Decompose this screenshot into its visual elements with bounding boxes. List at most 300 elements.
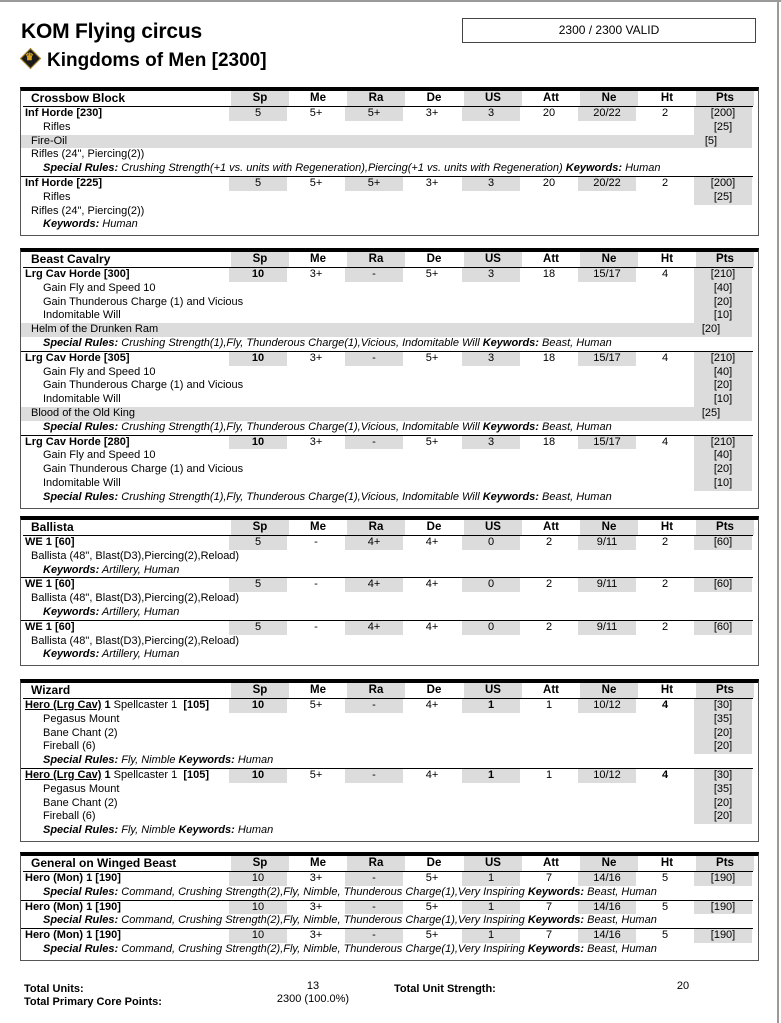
stat-sp: 10 [229, 699, 287, 713]
stat-me: 5+ [309, 107, 323, 119]
special-rules-label: Special Rules: [43, 162, 119, 175]
upgrade-label: Indomitable Will [43, 309, 121, 322]
column-header-me: Me [310, 253, 326, 265]
stat-me: 3+ [309, 929, 323, 942]
unit-extra: Spellcaster 1 [113, 768, 178, 781]
unit-points: [210] [694, 352, 752, 366]
magic-item-points: [20] [701, 323, 721, 336]
upgrade-points: [25] [694, 121, 752, 135]
special-rules-text: Fly, Nimble [118, 824, 179, 837]
stat-ht: 4 [661, 768, 669, 781]
unit-row [21, 699, 758, 713]
stat-ht: 2 [661, 107, 669, 119]
stat-de: 3+ [425, 107, 439, 119]
keywords-text: Human [622, 162, 661, 175]
stat-sp: 10 [229, 769, 287, 783]
stat-ht: 2 [661, 536, 669, 548]
rules-row [21, 218, 758, 232]
unit-cost: [105] [177, 699, 210, 711]
section-header [23, 91, 753, 107]
stat-us: 3 [462, 107, 520, 121]
crown-diamond-icon: ♛ [21, 49, 39, 67]
unit-row [21, 872, 758, 886]
unit-row [21, 107, 758, 121]
unit-row [21, 577, 753, 592]
stat-att: 7 [545, 929, 553, 942]
rules-row [21, 648, 758, 662]
stat-ne: 9/11 [578, 536, 636, 550]
upgrade-points: [20] [694, 296, 752, 310]
stat-ra: 4+ [345, 536, 403, 550]
stat-ht: 2 [661, 176, 669, 189]
column-header-ra: Ra [347, 91, 405, 106]
unit-points: [190] [694, 872, 752, 886]
unit-row [21, 900, 753, 915]
upgrade-points: [10] [694, 477, 752, 491]
unit-name: Hero (Mon) 1 [190] [25, 872, 121, 884]
upgrade-label: Rifles [43, 190, 71, 203]
upgrade-row [21, 379, 758, 393]
column-header-de: De [426, 92, 442, 104]
upgrade-label: Bane Chant (2) [43, 796, 118, 809]
upgrade-label: Indomitable Will [43, 476, 121, 489]
unit-row [21, 435, 753, 450]
unit-points: [200] [694, 107, 752, 121]
keywords-label: Keywords: [482, 490, 539, 503]
column-header-pts: Pts [696, 683, 754, 698]
upgrade-points: [25] [694, 191, 752, 205]
section-header [23, 683, 753, 699]
unit-name: Inf Horde [230] [25, 107, 103, 119]
upgrade-points: [40] [694, 366, 752, 380]
stat-me: 3+ [309, 268, 323, 280]
column-header-pts: Pts [696, 91, 754, 106]
unit-points: [60] [694, 621, 752, 635]
stat-ht: 5 [661, 929, 669, 942]
magic-item-points: [5] [704, 134, 718, 147]
unit-type-link[interactable]: Hero (Lrg Cav) [25, 699, 102, 711]
stat-ne: 14/16 [578, 901, 636, 915]
stat-ne: 15/17 [578, 268, 636, 282]
rules-row [21, 943, 758, 957]
stat-ra: 4+ [345, 621, 403, 635]
stat-de: 5+ [425, 351, 439, 364]
rules-row [21, 162, 758, 176]
total-strength-label: Total Unit Strength: [394, 983, 496, 995]
page-top-border [0, 0, 781, 2]
rules-row [21, 606, 758, 620]
keywords-label: Keywords: [482, 420, 539, 433]
page-right-border [777, 0, 779, 1023]
upgrade-points: [20] [694, 463, 752, 477]
stat-ra: - [345, 872, 403, 886]
column-header-us: US [464, 683, 522, 698]
unit-row [21, 768, 753, 783]
weapon-row: Ballista (48", Blast(D3),Piercing(2),Reload) [31, 634, 240, 647]
upgrade-label: Gain Thunderous Charge (1) and Vicious [43, 463, 244, 476]
unit-points: [30] [694, 769, 752, 783]
special-rules-label: Special Rules: [43, 914, 119, 927]
stat-us: 1 [462, 769, 520, 783]
column-header-ra: Ra [347, 520, 405, 535]
upgrade-points: [10] [694, 309, 752, 323]
stat-sp: 5 [229, 107, 287, 121]
unit-points: [60] [694, 536, 752, 550]
unit-count: 1 [101, 768, 114, 781]
column-header-de: De [426, 684, 442, 696]
stat-ra: 4+ [345, 578, 403, 592]
unit-section [20, 516, 759, 666]
stat-us: 0 [462, 578, 520, 592]
keywords-label: Keywords: [527, 942, 585, 955]
section-title: Crossbow Block [31, 91, 126, 105]
upgrade-row [21, 449, 758, 463]
column-header-us: US [464, 91, 522, 106]
special-rules-label: Special Rules: [43, 490, 119, 503]
upgrade-row [21, 740, 758, 754]
stat-ra: - [345, 929, 403, 943]
column-header-sp: Sp [231, 91, 289, 106]
stat-de: 5+ [425, 872, 439, 884]
stat-ra: 5+ [345, 177, 403, 191]
keywords-text: Human [99, 218, 138, 231]
total-strength-value: 20 [676, 980, 690, 992]
keywords-label: Keywords: [178, 824, 235, 837]
unit-section [20, 248, 759, 509]
stat-att: 18 [542, 351, 556, 364]
upgrade-row [21, 121, 758, 135]
special-rules-text: Crushing Strength(1),Fly, Thunderous Charge(1),Vicious, Indomitable Will [118, 420, 483, 433]
unit-name: WE 1 [60] [25, 536, 75, 548]
column-header-sp: Sp [231, 683, 289, 698]
upgrade-points: [20] [694, 740, 752, 754]
stat-de: 5+ [425, 268, 439, 280]
upgrade-label: Gain Thunderous Charge (1) and Vicious [43, 379, 244, 392]
unit-row [21, 268, 758, 282]
stat-me: 5+ [309, 176, 323, 189]
keywords-label: Keywords: [482, 336, 539, 349]
column-header-ra: Ra [347, 252, 405, 267]
column-header-ne: Ne [580, 91, 638, 106]
stat-ne: 9/11 [578, 578, 636, 592]
stat-us: 1 [462, 901, 520, 915]
upgrade-points: [20] [694, 797, 752, 811]
special-rules-label: Special Rules: [43, 336, 119, 349]
special-rules-label: Special Rules: [43, 420, 119, 433]
unit-name: Hero (Mon) 1 [190] [25, 929, 121, 942]
stat-me: 5+ [309, 699, 323, 711]
stat-de: 4+ [425, 536, 439, 548]
special-rules-label: Special Rules: [43, 942, 119, 955]
weapon-row: Ballista (48", Blast(D3),Piercing(2),Reload) [31, 592, 240, 605]
special-rules-text: Command, Crushing Strength(2),Fly, Nimble, Thunderous Charge(1),Very Inspiring [118, 942, 528, 955]
keywords-text: Beast, Human [538, 490, 612, 503]
section-title: Beast Cavalry [31, 252, 111, 266]
unit-section [20, 87, 759, 236]
keywords-label: Keywords: [43, 648, 100, 661]
upgrade-points: [20] [694, 810, 752, 824]
unit-name [25, 769, 209, 783]
keywords-label: Keywords: [527, 885, 585, 898]
unit-extra: Spellcaster 1 [113, 699, 178, 711]
army-title: KOM Flying circus [21, 20, 202, 43]
unit-cost: [105] [177, 768, 210, 781]
column-header-ra: Ra [347, 856, 405, 871]
stat-de: 5+ [425, 435, 439, 448]
stat-ra: - [345, 436, 403, 450]
keywords-text: Human [234, 754, 274, 767]
rules-row [21, 914, 758, 928]
column-header-ne: Ne [580, 856, 638, 871]
column-header-sp: Sp [231, 520, 289, 535]
column-header-pts: Pts [696, 252, 754, 267]
upgrade-label: Bane Chant (2) [43, 726, 118, 739]
section-padding [21, 838, 758, 841]
stat-att: 18 [542, 268, 556, 280]
keywords-text: Beast, Human [584, 885, 657, 898]
section-title: General on Winged Beast [31, 856, 177, 870]
unit-count: 1 [101, 699, 114, 711]
stat-me: 3+ [309, 872, 323, 884]
weapon-row: Rifles (24", Piercing(2)) [31, 148, 145, 161]
keywords-label: Keywords: [178, 754, 235, 767]
keywords-text: Beast, Human [584, 914, 657, 927]
stat-sp: 10 [229, 268, 287, 282]
upgrade-row [21, 309, 758, 323]
magic-item-label: Blood of the Old King [31, 406, 135, 419]
keywords-text: Beast, Human [538, 420, 612, 433]
stat-att: 1 [545, 768, 553, 781]
keywords-label: Keywords: [527, 914, 585, 927]
total-core-value: 2300 (100.0%) [276, 993, 350, 1005]
unit-points: [200] [694, 177, 752, 191]
unit-row [21, 928, 753, 943]
keywords-text: Beast, Human [538, 336, 612, 349]
stat-att: 7 [545, 900, 553, 913]
upgrade-label: Gain Fly and Speed 10 [43, 449, 156, 462]
upgrade-row [21, 191, 758, 205]
section-title: Wizard [31, 683, 71, 697]
keywords-label: Keywords: [565, 162, 623, 175]
section-header [23, 856, 753, 872]
column-header-att: Att [543, 521, 559, 533]
upgrade-label: Gain Fly and Speed 10 [43, 281, 156, 294]
stat-ne: 10/12 [578, 769, 636, 783]
special-rules-text: Command, Crushing Strength(2),Fly, Nimble, Thunderous Charge(1),Very Inspiring [118, 885, 528, 898]
stat-att: 2 [545, 578, 553, 591]
total-units-value: 13 [306, 980, 320, 992]
stat-ne: 20/22 [578, 177, 636, 191]
magic-item-row [21, 323, 752, 337]
section-header [23, 252, 753, 268]
stat-sp: 10 [229, 901, 287, 915]
stat-sp: 10 [229, 352, 287, 366]
stat-us: 0 [462, 621, 520, 635]
magic-item-row [21, 407, 752, 421]
column-header-ht: Ht [660, 684, 674, 696]
special-rules-text: Command, Crushing Strength(2),Fly, Nimble, Thunderous Charge(1),Very Inspiring [118, 914, 528, 927]
unit-points: [210] [694, 268, 752, 282]
unit-name: Lrg Cav Horde [280] [25, 435, 130, 448]
upgrade-row [21, 783, 758, 797]
unit-name: WE 1 [60] [25, 578, 75, 591]
stat-ht: 4 [661, 699, 669, 711]
upgrade-row [21, 366, 758, 380]
stat-sp: 10 [229, 436, 287, 450]
stat-ne: 15/17 [578, 436, 636, 450]
column-header-de: De [426, 857, 442, 869]
stat-us: 3 [462, 436, 520, 450]
stat-me: - [314, 578, 318, 591]
stat-de: 4+ [425, 578, 439, 591]
stat-ht: 5 [661, 872, 669, 884]
unit-type-link[interactable]: Hero (Lrg Cav) [25, 768, 102, 781]
upgrade-row [21, 477, 758, 491]
upgrade-row [21, 393, 758, 407]
stat-ht: 2 [661, 620, 669, 633]
magic-item-points: [25] [701, 406, 721, 419]
upgrade-points: [35] [694, 783, 752, 797]
stat-me: 3+ [309, 900, 323, 913]
column-header-ht: Ht [660, 857, 674, 869]
stat-de: 4+ [425, 768, 439, 781]
column-header-pts: Pts [696, 856, 754, 871]
column-header-sp: Sp [231, 252, 289, 267]
stat-ht: 4 [661, 351, 669, 364]
total-core-label: Total Primary Core Points: [24, 996, 162, 1008]
stat-ne: 10/12 [578, 699, 636, 713]
stat-me: 3+ [309, 351, 323, 364]
special-rules-text: Crushing Strength(1),Fly, Thunderous Charge(1),Vicious, Indomitable Will [118, 336, 483, 349]
stat-us: 0 [462, 536, 520, 550]
stat-me: 3+ [309, 435, 323, 448]
unit-name: Hero (Mon) 1 [190] [25, 900, 121, 913]
keywords-text: Artillery, Human [99, 563, 180, 576]
stat-att: 2 [545, 620, 553, 633]
stat-ht: 5 [661, 900, 669, 913]
validity-status: 2300 / 2300 VALID [462, 18, 756, 43]
upgrade-label: Gain Fly and Speed 10 [43, 365, 156, 378]
stat-att: 2 [545, 536, 553, 548]
special-rules-text: Crushing Strength(+1 vs. units with Regeneration),Piercing(+1 vs. units with Regeneration) [118, 162, 566, 175]
weapon-row: Rifles (24", Piercing(2)) [31, 204, 145, 217]
stat-ht: 2 [661, 578, 669, 591]
column-header-att: Att [543, 92, 559, 104]
column-header-pts: Pts [696, 520, 754, 535]
column-header-us: US [464, 856, 522, 871]
column-header-me: Me [310, 521, 326, 533]
column-header-ht: Ht [660, 253, 674, 265]
faction-name: Kingdoms of Men [2300] [47, 50, 267, 71]
column-header-att: Att [543, 684, 559, 696]
section-padding [21, 662, 758, 665]
column-header-de: De [426, 521, 442, 533]
upgrade-row [21, 282, 758, 296]
upgrade-points: [40] [694, 282, 752, 296]
unit-row [21, 536, 758, 550]
upgrade-row [21, 713, 758, 727]
column-header-ht: Ht [660, 521, 674, 533]
unit-name: Lrg Cav Horde [300] [25, 268, 130, 280]
column-header-us: US [464, 520, 522, 535]
rules-row [21, 754, 758, 768]
stat-ne: 14/16 [578, 929, 636, 943]
unit-section [20, 852, 759, 961]
upgrade-label: Fireball (6) [43, 810, 96, 823]
unit-row [21, 351, 753, 366]
stat-ra: - [345, 268, 403, 282]
keywords-label: Keywords: [43, 605, 100, 618]
upgrade-points: [10] [694, 393, 752, 407]
upgrade-row [21, 727, 758, 741]
stat-me: - [314, 620, 318, 633]
column-header-me: Me [310, 92, 326, 104]
section-padding [21, 957, 758, 960]
section-padding [21, 232, 758, 235]
upgrade-points: [35] [694, 713, 752, 727]
stat-ne: 20/22 [578, 107, 636, 121]
magic-item-label: Helm of the Drunken Ram [31, 323, 159, 336]
rules-row [21, 491, 758, 505]
rules-row [21, 564, 758, 578]
stat-att: 18 [542, 435, 556, 448]
upgrade-label: Indomitable Will [43, 393, 121, 406]
unit-points: [30] [694, 699, 752, 713]
column-header-att: Att [543, 253, 559, 265]
unit-row [21, 176, 753, 191]
stat-us: 3 [462, 177, 520, 191]
upgrade-points: [20] [694, 379, 752, 393]
stat-sp: 5 [229, 578, 287, 592]
special-rules-label: Special Rules: [43, 824, 119, 837]
column-header-us: US [464, 252, 522, 267]
stat-me: 5+ [309, 768, 323, 781]
stat-ne: 15/17 [578, 352, 636, 366]
unit-name: Lrg Cav Horde [305] [25, 351, 130, 364]
special-rules-label: Special Rules: [43, 885, 119, 898]
upgrade-row [21, 797, 758, 811]
upgrade-points: [40] [694, 449, 752, 463]
keywords-text: Artillery, Human [99, 605, 180, 618]
stat-ht: 4 [661, 435, 669, 448]
stat-ra: - [345, 901, 403, 915]
unit-points: [210] [694, 436, 752, 450]
rules-row [21, 886, 758, 900]
upgrade-row [21, 296, 758, 310]
stat-ra: - [345, 769, 403, 783]
stat-sp: 5 [229, 536, 287, 550]
rules-row [21, 824, 758, 838]
column-header-ne: Ne [580, 683, 638, 698]
stat-ra: - [345, 352, 403, 366]
upgrade-label: Pegasus Mount [43, 712, 120, 725]
unit-points: [190] [694, 929, 752, 943]
unit-row [21, 620, 753, 635]
unit-name: WE 1 [60] [25, 620, 75, 633]
stat-sp: 5 [229, 621, 287, 635]
faction-heading [21, 50, 267, 72]
keywords-text: Beast, Human [584, 942, 657, 955]
unit-section [20, 679, 759, 842]
stat-me: - [314, 536, 318, 548]
column-header-ne: Ne [580, 252, 638, 267]
stat-de: 4+ [425, 620, 439, 633]
unit-name [25, 699, 209, 713]
stat-us: 1 [462, 699, 520, 713]
stat-att: 20 [542, 176, 556, 189]
keywords-text: Human [234, 824, 274, 837]
stat-att: 1 [545, 699, 553, 711]
